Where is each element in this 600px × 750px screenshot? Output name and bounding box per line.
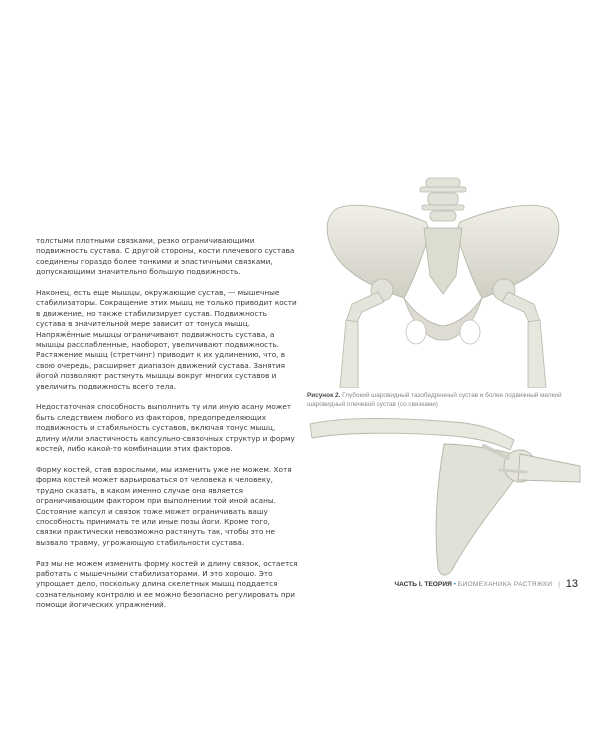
body-paragraph: Форму костей, став взрослыми, мы изменить уже не можем. Хотя форма костей может варьироваться от человека к человеку, трудно сказать, в каком именно случае она является ограничивающим фактором при выполнении той иной асаны. Состояние капсул и связок тоже может ограничивать вашу способность принимать те или иные позы йоги. Кроме того, связки практически невозможно растянуть так, чтобы это не вызвало травму, угрожающую стабильности сустава. [36, 464, 292, 547]
humerus [518, 454, 580, 482]
shoulder-joint-illustration [304, 410, 582, 582]
body-paragraph: Наконец, есть еще мышцы, окружающие сустав, — мышечные стабилизаторы. Сокращение этих мышц не только приводит кости в движение, но также стабилизирует сустав. Подвижность сустава в значительной мере зависит от тонуса мышц. Напряжённые мышцы ограничивают подвижность сустава, а мышцы расслабленные, наоборот, увеличивают подвижность. Растяжение мышц (стретчинг) приводит к их удлинению, что, в свою очередь, расширяет диапазон движений сустава. Занятия йогой позволяют растянуть мышцы вокруг многих суставов и увеличить подвижность всего тела. [36, 288, 297, 391]
lumbar-vertebrae [420, 178, 466, 221]
right-femur [493, 279, 546, 388]
sacrum [424, 228, 462, 294]
pelvis-hip-joint-illustration [312, 172, 574, 388]
page-number: 13 [565, 578, 578, 590]
footer-separator: | [558, 581, 560, 588]
footer-part-label: ЧАСТЬ I. ТЕОРИЯ [394, 581, 452, 588]
figure-caption [307, 392, 579, 409]
body-paragraph: толстыми плотными связками, резко ограничивающими подвижность сустава. С другой стороны, кости плечевого сустава соединены гораздо более тонкими и эластичными связками, допускающими значительно большую подвижность. [36, 236, 295, 277]
footer-section-label: БИОМЕХАНИКА РАСТЯЖКИ [457, 581, 553, 588]
body-paragraph: Раз мы не можем изменить форму костей и длину связок, остается работать с мышечными стабилизаторами. И это хорошо. Это упрощает дело, поскольку длина скелетных мышц поддается сознательному контролю и ее можно безопасно регулировать при помощи йогических упражнений. [36, 558, 298, 610]
body-paragraph: Недостаточная способность выполнить ту или иную асану может быть следствием любого из факторов, предопределяющих подвижность и стабильность суставов, включая тонус мышц, длину и/или эластичность капсульно-связочных структур и форму костей, либо какой-то комбинации этих факторов. [36, 402, 295, 454]
page-footer [384, 578, 578, 590]
figure-caption-text: Глубокий шаровидный тазобедренный сустав и более подвижный мелкий шаровидный плечевой сустав (со связками) [307, 392, 562, 408]
left-femur [340, 279, 393, 388]
body-text-column [36, 236, 298, 621]
footer-bullet: • [453, 581, 456, 588]
figure-label: Рисунок 2. [307, 392, 341, 399]
